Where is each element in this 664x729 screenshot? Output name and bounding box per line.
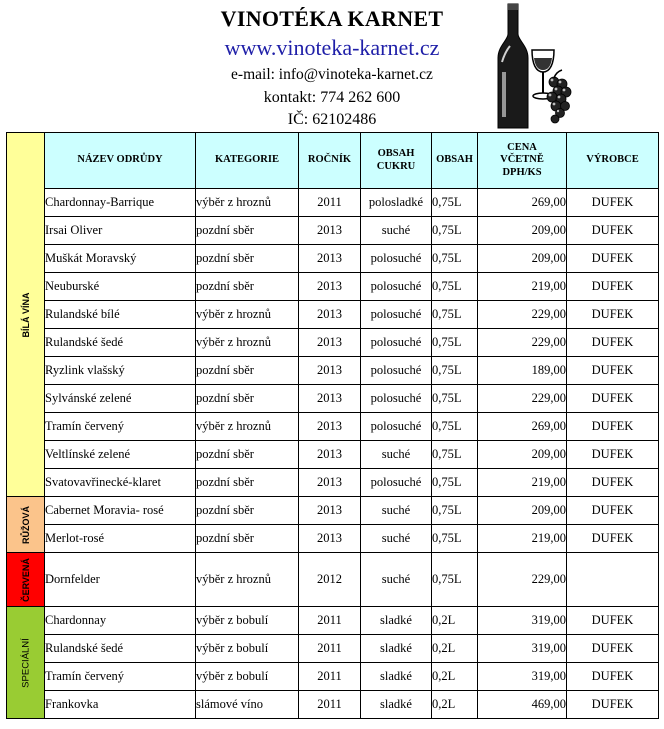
cell-volume: 0,75L	[432, 497, 478, 525]
cell-producer: DUFEK	[567, 357, 659, 385]
cell-producer: DUFEK	[567, 497, 659, 525]
cell-name: Merlot-rosé	[45, 525, 196, 553]
col-header-year: ROČNÍK	[299, 133, 361, 189]
ic-line: IČ: 62102486	[287, 111, 377, 128]
cell-year: 2013	[299, 329, 361, 357]
cell-price: 219,00	[478, 273, 567, 301]
cell-name: Chardonnay-Barrique	[45, 189, 196, 217]
cell-name: Rulandské bílé	[45, 301, 196, 329]
cell-name: Rulandské šedé	[45, 635, 196, 663]
cell-producer: DUFEK	[567, 245, 659, 273]
cell-price: 269,00	[478, 413, 567, 441]
cell-category: výběr z bobulí	[196, 635, 299, 663]
cell-producer: DUFEK	[567, 273, 659, 301]
cell-category: výběr z hroznů	[196, 329, 299, 357]
cell-producer: DUFEK	[567, 189, 659, 217]
cell-volume: 0,75L	[432, 469, 478, 497]
cell-year: 2011	[299, 189, 361, 217]
group-white-wines	[7, 133, 45, 497]
cell-volume: 0,2L	[432, 663, 478, 691]
col-header-sugar-line1: OBSAH	[377, 147, 415, 159]
table-row	[7, 273, 659, 301]
table-row	[7, 189, 659, 217]
table-row	[7, 301, 659, 329]
cell-sugar: sladké	[361, 607, 432, 635]
group-special-wines	[7, 607, 45, 719]
table-row	[7, 691, 659, 719]
cell-price: 209,00	[478, 441, 567, 469]
cell-year: 2012	[299, 553, 361, 607]
table-row	[7, 663, 659, 691]
cell-year: 2013	[299, 357, 361, 385]
email-line: e-mail: info@vinoteka-karnet.cz	[231, 66, 433, 83]
shop-title: VINOTÉKA KARNET	[220, 6, 444, 31]
cell-category: pozdní sběr	[196, 497, 299, 525]
table-header-row	[7, 133, 659, 189]
cell-name: Tramín červený	[45, 413, 196, 441]
cell-sugar: suché	[361, 553, 432, 607]
group-label-white: BÍLÁ VÍNA	[20, 292, 31, 337]
cell-price: 229,00	[478, 385, 567, 413]
cell-category: slámové víno	[196, 691, 299, 719]
cell-volume: 0,75L	[432, 273, 478, 301]
cell-producer: DUFEK	[567, 413, 659, 441]
cell-sugar: sladké	[361, 635, 432, 663]
wine-price-table	[6, 132, 659, 719]
cell-year: 2011	[299, 607, 361, 635]
col-header-producer: VÝROBCE	[567, 133, 659, 189]
cell-sugar: polosuché	[361, 357, 432, 385]
cell-sugar: suché	[361, 497, 432, 525]
cell-name: Svatovavřinecké-klaret	[45, 469, 196, 497]
group-label-red: ČERVENÁ	[20, 557, 31, 602]
cell-category: výběr z hroznů	[196, 189, 299, 217]
table-row	[7, 635, 659, 663]
cell-sugar: polosuché	[361, 329, 432, 357]
cell-sugar: suché	[361, 441, 432, 469]
cell-category: výběr z bobulí	[196, 607, 299, 635]
cell-category: pozdní sběr	[196, 385, 299, 413]
table-row	[7, 553, 659, 607]
cell-name: Irsai Oliver	[45, 217, 196, 245]
cell-price: 269,00	[478, 189, 567, 217]
cell-price: 229,00	[478, 301, 567, 329]
cell-price: 229,00	[478, 329, 567, 357]
cell-volume: 0,75L	[432, 245, 478, 273]
cell-price: 209,00	[478, 245, 567, 273]
cell-producer: DUFEK	[567, 301, 659, 329]
col-header-price	[478, 133, 567, 189]
cell-producer: DUFEK	[567, 469, 659, 497]
cell-volume: 0,75L	[432, 189, 478, 217]
cell-sugar: polosuché	[361, 273, 432, 301]
cell-sugar: polosuché	[361, 469, 432, 497]
cell-category: pozdní sběr	[196, 441, 299, 469]
cell-name: Dornfelder	[45, 553, 196, 607]
cell-producer: DUFEK	[567, 663, 659, 691]
cell-sugar: suché	[361, 217, 432, 245]
cell-name: Ryzlink vlašský	[45, 357, 196, 385]
group-red-wines	[7, 553, 45, 607]
col-header-price-line1: CENA	[507, 141, 537, 153]
cell-price: 229,00	[478, 553, 567, 607]
cell-price: 219,00	[478, 469, 567, 497]
table-row	[7, 385, 659, 413]
cell-category: pozdní sběr	[196, 217, 299, 245]
cell-producer: DUFEK	[567, 525, 659, 553]
cell-category: pozdní sběr	[196, 525, 299, 553]
cell-year: 2013	[299, 441, 361, 469]
cell-volume: 0,2L	[432, 635, 478, 663]
cell-name: Veltlínské zelené	[45, 441, 196, 469]
table-row	[7, 217, 659, 245]
wine-bottle-glass-grapes-icon	[494, 2, 574, 132]
cell-volume: 0,75L	[432, 329, 478, 357]
cell-volume: 0,75L	[432, 441, 478, 469]
cell-price: 209,00	[478, 217, 567, 245]
cell-year: 2013	[299, 497, 361, 525]
group-label-special: SPECIÁLNÍ	[20, 637, 31, 688]
cell-year: 2013	[299, 413, 361, 441]
cell-volume: 0,2L	[432, 607, 478, 635]
table-row	[7, 607, 659, 635]
cell-name: Muškát Moravský	[45, 245, 196, 273]
cell-producer: DUFEK	[567, 385, 659, 413]
cell-category: pozdní sběr	[196, 245, 299, 273]
cell-category: pozdní sběr	[196, 273, 299, 301]
cell-producer: DUFEK	[567, 635, 659, 663]
cell-sugar: sladké	[361, 691, 432, 719]
cell-sugar: polosuché	[361, 413, 432, 441]
cell-producer: DUFEK	[567, 217, 659, 245]
cell-year: 2013	[299, 301, 361, 329]
cell-price: 189,00	[478, 357, 567, 385]
group-label-rose: RŮŽOVÁ	[20, 505, 31, 544]
col-header-category: KATEGORIE	[196, 133, 299, 189]
cell-sugar: sladké	[361, 663, 432, 691]
cell-name: Cabernet Moravia- rosé	[45, 497, 196, 525]
cell-name: Neuburské	[45, 273, 196, 301]
cell-year: 2013	[299, 245, 361, 273]
cell-year: 2013	[299, 469, 361, 497]
cell-producer: DUFEK	[567, 607, 659, 635]
cell-year: 2013	[299, 217, 361, 245]
cell-price: 319,00	[478, 663, 567, 691]
cell-year: 2011	[299, 691, 361, 719]
cell-volume: 0,75L	[432, 217, 478, 245]
cell-volume: 0,75L	[432, 357, 478, 385]
cell-volume: 0,75L	[432, 301, 478, 329]
cell-year: 2011	[299, 635, 361, 663]
table-row	[7, 441, 659, 469]
cell-year: 2013	[299, 385, 361, 413]
cell-sugar: polosuché	[361, 301, 432, 329]
cell-category: výběr z hroznů	[196, 553, 299, 607]
cell-price: 469,00	[478, 691, 567, 719]
cell-producer: DUFEK	[567, 329, 659, 357]
cell-category: pozdní sběr	[196, 357, 299, 385]
cell-category: výběr z bobulí	[196, 663, 299, 691]
cell-volume: 0,75L	[432, 413, 478, 441]
table-row	[7, 357, 659, 385]
cell-category: výběr z hroznů	[196, 413, 299, 441]
table-row	[7, 497, 659, 525]
cell-year: 2011	[299, 663, 361, 691]
col-header-price-line3: DPH/KS	[502, 166, 542, 178]
table-row	[7, 525, 659, 553]
cell-category: výběr z hroznů	[196, 301, 299, 329]
cell-name: Frankovka	[45, 691, 196, 719]
cell-price: 209,00	[478, 497, 567, 525]
cell-volume: 0,2L	[432, 691, 478, 719]
cell-category: pozdní sběr	[196, 469, 299, 497]
cell-name: Sylvánské zelené	[45, 385, 196, 413]
cell-producer: DUFEK	[567, 441, 659, 469]
col-header-volume: OBSAH	[432, 133, 478, 189]
col-header-sugar	[361, 133, 432, 189]
cell-sugar: polosladké	[361, 189, 432, 217]
col-header-sugar-line2: CUKRU	[376, 160, 416, 172]
cell-price: 319,00	[478, 607, 567, 635]
cell-name: Tramín červený	[45, 663, 196, 691]
table-row	[7, 329, 659, 357]
cell-year: 2013	[299, 273, 361, 301]
page-header	[0, 0, 664, 132]
contact-line: kontakt: 774 262 600	[263, 89, 401, 106]
col-header-price-line2: VČETNĚ	[500, 154, 544, 166]
cell-year: 2013	[299, 525, 361, 553]
cell-producer	[567, 553, 659, 607]
cell-name: Chardonnay	[45, 607, 196, 635]
cell-volume: 0,75L	[432, 385, 478, 413]
table-row	[7, 245, 659, 273]
cell-volume: 0,75L	[432, 525, 478, 553]
table-row	[7, 413, 659, 441]
cell-price: 319,00	[478, 635, 567, 663]
cell-volume: 0,75L	[432, 553, 478, 607]
cell-producer: DUFEK	[567, 691, 659, 719]
cell-name: Rulandské šedé	[45, 329, 196, 357]
cell-sugar: polosuché	[361, 385, 432, 413]
cell-sugar: polosuché	[361, 245, 432, 273]
group-rose-wines	[7, 497, 45, 553]
cell-price: 219,00	[478, 525, 567, 553]
table-row	[7, 469, 659, 497]
cell-sugar: suché	[361, 525, 432, 553]
website-link[interactable]: www.vinoteka-karnet.cz	[224, 35, 440, 60]
col-header-name: NÁZEV ODRŮDY	[45, 133, 196, 189]
